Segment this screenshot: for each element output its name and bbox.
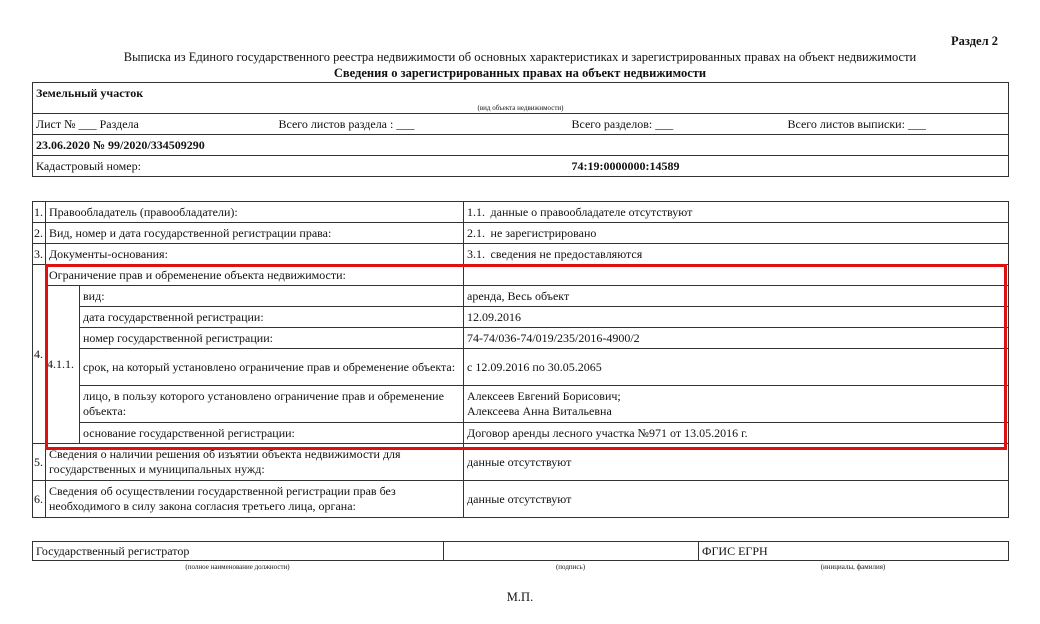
object-info-table	[32, 82, 1009, 177]
encumbrance-item-value: Договор аренды лесного участка №971 от 13.05.2016 г.	[464, 423, 1009, 444]
document-subtitle: Сведения о зарегистрированных правах на объект недвижимости	[333, 66, 707, 80]
name-caption: (инициалы, фамилия)	[820, 563, 886, 571]
object-type-caption: (вид объекта недвижимости)	[33, 103, 1009, 114]
encumbrance-item-value: аренда, Весь объект	[464, 286, 1009, 307]
row-number: 5.	[33, 444, 46, 481]
document-title: Выписка из Единого государственного реестра недвижимости об основных характеристиках и зарегистрированных правах на объект недвижимости	[123, 50, 917, 64]
signature-caption: (подпись)	[555, 563, 586, 571]
encumbrance-item-label: лицо, в пользу которого установлено ограничение прав и обременение объекта:	[80, 386, 464, 423]
consent-label: Сведения об осуществлении государственной регистрации прав без необходимого в силу закона согласия третьего лица, органа:	[46, 481, 464, 518]
encumbrance-item-label: дата государственной регистрации:	[80, 307, 464, 328]
consent-value: данные отсутствуют	[464, 481, 1009, 518]
rights-holder-value: данные о правообладателе отсутствуют	[488, 202, 1009, 223]
row-number: 4.	[33, 265, 46, 444]
encumbrance-item-label: номер государственной регистрации:	[80, 328, 464, 349]
registration-label: Вид, номер и дата государственной регистрации права:	[46, 223, 464, 244]
encumbrance-item-value: 74-74/036-74/019/235/2016-4900/2	[464, 328, 1009, 349]
cadastral-number: 74:19:0000000:14589	[569, 156, 1009, 177]
row-code: 1.1.	[464, 202, 488, 223]
object-type: Земельный участок	[33, 83, 1009, 104]
encumbrance-item-label: основание государственной регистрации:	[80, 423, 464, 444]
total-sheets-extract: Всего листов выписки: ___	[785, 114, 1009, 135]
sheet-number: Лист № ___ Раздела	[33, 114, 276, 135]
encumbrance-item-label: срок, на который установлено ограничение прав и обременение объекта:	[80, 349, 464, 386]
registrar-name: ФГИС ЕГРН	[699, 542, 1009, 561]
row-number: 1.	[33, 202, 46, 223]
seizure-value: данные отсутствуют	[464, 444, 1009, 481]
total-sheets-section: Всего листов раздела : ___	[276, 114, 569, 135]
cadastral-label: Кадастровый номер:	[33, 156, 569, 177]
total-sections: Всего разделов: ___	[569, 114, 785, 135]
encumbrance-item-value: Алексеев Евгений Борисович; Алексеева Анна Витальевна	[464, 386, 1009, 423]
seizure-label: Сведения о наличии решения об изъятии объекта недвижимости для государственных и муниципальных нужд:	[46, 444, 464, 481]
documents-value: сведения не предоставляются	[488, 244, 1009, 265]
section-number: Раздел 2	[951, 34, 998, 48]
row-code: 3.1.	[464, 244, 488, 265]
row-code: 2.1.	[464, 223, 488, 244]
registration-value: не зарегистрировано	[488, 223, 1009, 244]
row-number: 2.	[33, 223, 46, 244]
highlight-box	[45, 264, 1007, 450]
encumbrance-header: Ограничение прав и обременение объекта недвижимости:	[46, 265, 464, 286]
rights-holder-label: Правообладатель (правообладатели):	[46, 202, 464, 223]
extract-number: 23.06.2020 № 99/2020/334509290	[33, 135, 1009, 156]
row-number: 3.	[33, 244, 46, 265]
position-caption: (полное наименование должности)	[185, 563, 290, 571]
documents-label: Документы-основания:	[46, 244, 464, 265]
row-number: 6.	[33, 481, 46, 518]
encumbrance-item-value: с 12.09.2016 по 30.05.2065	[464, 349, 1009, 386]
registrar-position: Государственный регистратор	[33, 542, 444, 561]
registrar-table	[32, 541, 1009, 561]
encumbrance-item-value: 12.09.2016	[464, 307, 1009, 328]
encumbrance-code: 4.1.1.	[46, 286, 80, 444]
encumbrance-item-label: вид:	[80, 286, 464, 307]
stamp-place: М.П.	[506, 590, 534, 604]
